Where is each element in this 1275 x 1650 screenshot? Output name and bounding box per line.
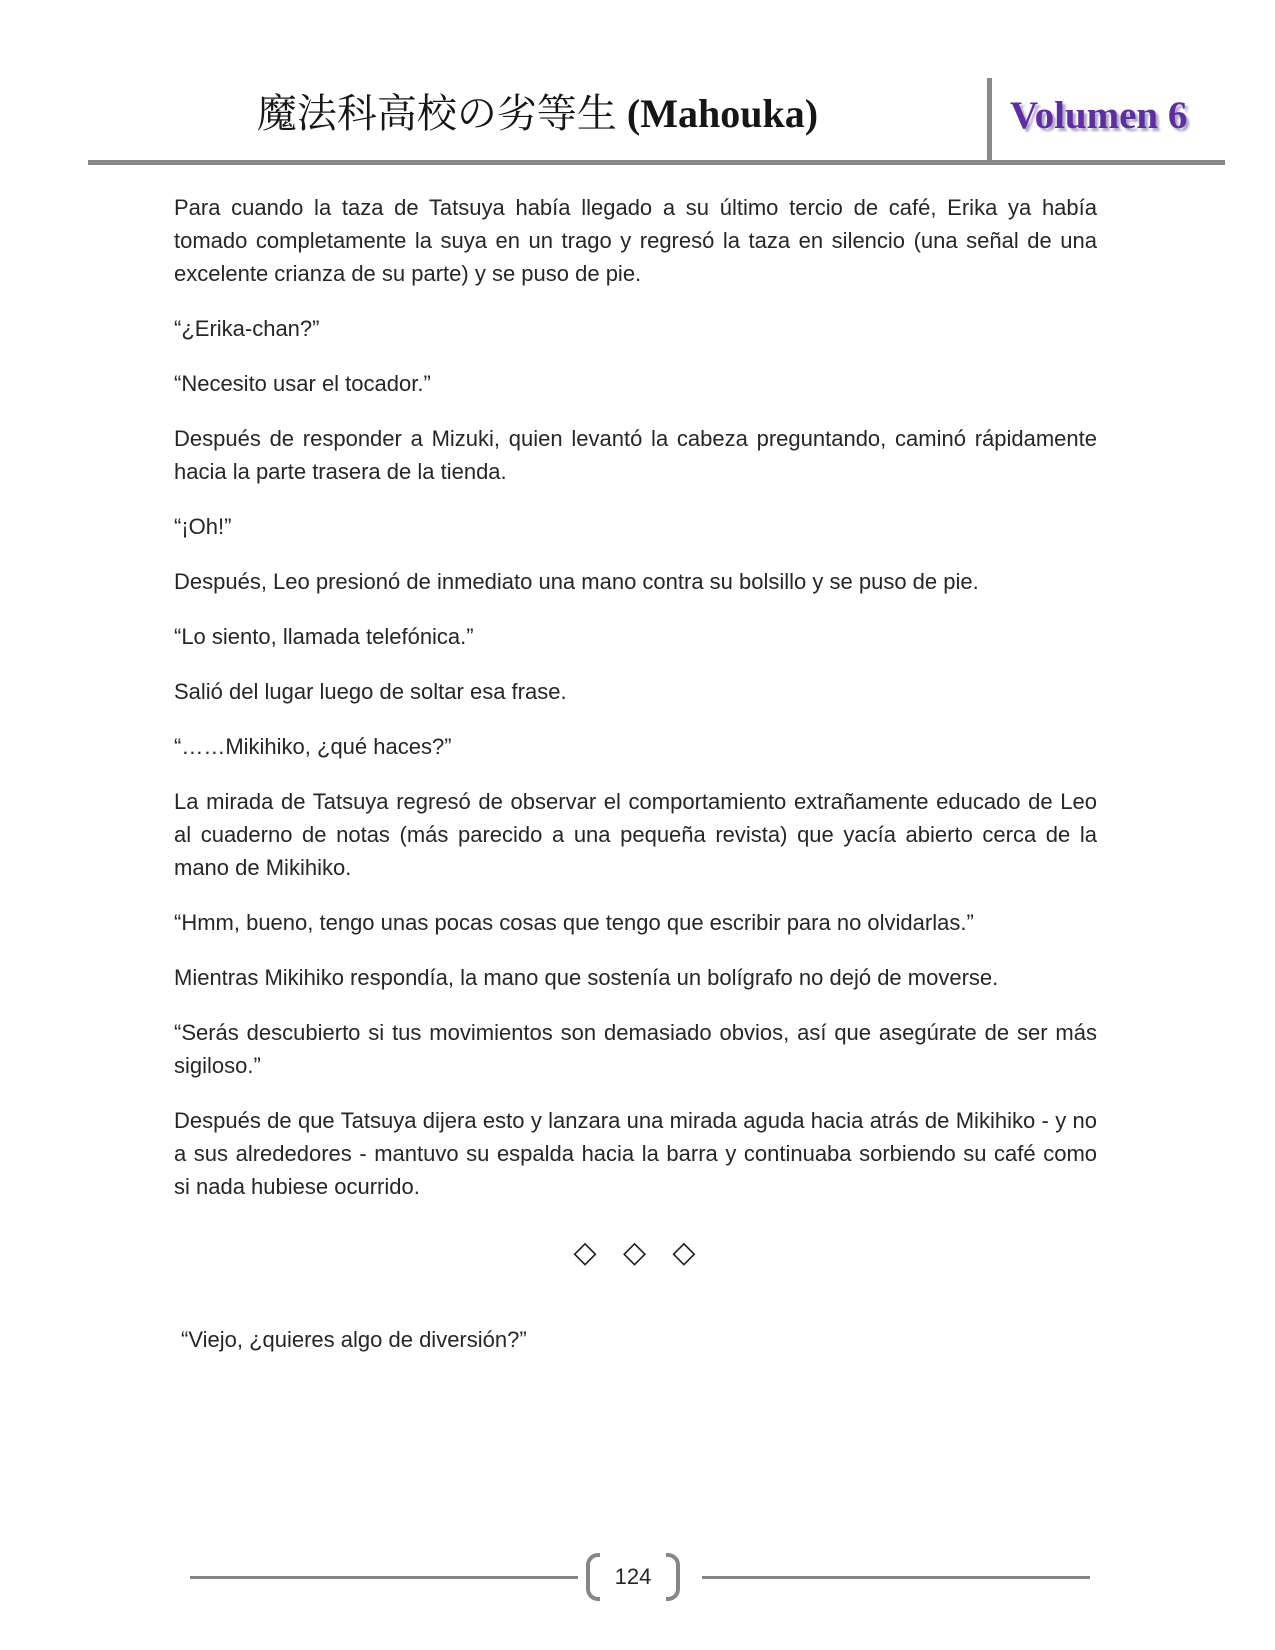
- dialogue-line: “Hmm, bueno, tengo unas pocas cosas que tengo que escribir para no olvidarlas.”: [174, 910, 974, 935]
- narration-paragraph: Salió del lugar luego de soltar esa frase.: [174, 679, 567, 704]
- footer-rule-left: [190, 1576, 578, 1579]
- page-footer: [190, 1553, 1090, 1601]
- book-title-romanized: (Mahouka): [626, 91, 819, 136]
- dialogue-line: “Viejo, ¿quieres algo de diversión?”: [181, 1327, 527, 1352]
- book-title: [88, 92, 987, 136]
- dialogue-line: “……Mikihiko, ¿qué haces?”: [174, 734, 452, 759]
- dialogue-line: “Necesito usar el tocador.”: [174, 371, 431, 396]
- narration-paragraph: Después, Leo presionó de inmediato una mano contra su bolsillo y se puso de pie.: [174, 569, 979, 594]
- page-content: [174, 191, 1097, 1356]
- volume-box: [987, 78, 1225, 160]
- dialogue-line: “Serás descubierto si tus movimientos son demasiado obvios, así que asegúrate de ser más sigiloso.”: [174, 1020, 1097, 1078]
- footer-rule-right: [702, 1576, 1090, 1579]
- narration-paragraph: Después de responder a Mizuki, quien levantó la cabeza preguntando, caminó rápidamente hacia la parte trasera de la tienda.: [174, 426, 1097, 484]
- page-number-bracket-right-icon: [666, 1553, 680, 1601]
- dialogue-line: “¡Oh!”: [174, 514, 232, 539]
- dialogue-line: “Lo siento, llamada telefónica.”: [174, 624, 474, 649]
- page-number: 124: [614, 1564, 652, 1589]
- narration-paragraph: La mirada de Tatsuya regresó de observar el comportamiento extrañamente educado de Leo al cuaderno de notas (más parecido a una pequeña revista) que yacía abierto cerca de la mano de Mikihiko.: [174, 789, 1097, 880]
- book-title-japanese: 魔法科高校の劣等生: [256, 91, 617, 136]
- volume-label: Volumen 6: [1010, 93, 1188, 137]
- dialogue-line: “¿Erika-chan?”: [174, 316, 320, 341]
- narration-paragraph: Mientras Mikihiko respondía, la mano que sostenía un bolígrafo no dejó de moverse.: [174, 965, 999, 990]
- scene-separator: ◇ ◇ ◇: [573, 1236, 698, 1269]
- page-number-bracket-left-icon: [586, 1553, 600, 1601]
- page-header: [88, 0, 1225, 165]
- narration-paragraph: Para cuando la taza de Tatsuya había llegado a su último tercio de café, Erika ya había tomado completamente la suya en un trago y regresó la taza en silencio (una señal de una excelente crianza de su parte) y se puso de pie.: [174, 195, 1097, 286]
- narration-paragraph: Después de que Tatsuya dijera esto y lanzara una mirada aguda hacia atrás de Mikihiko - y no a sus alrededores - mantuvo su espalda hacia la barra y continuaba sorbiendo su café como si nada hubiese ocurrido.: [174, 1108, 1097, 1199]
